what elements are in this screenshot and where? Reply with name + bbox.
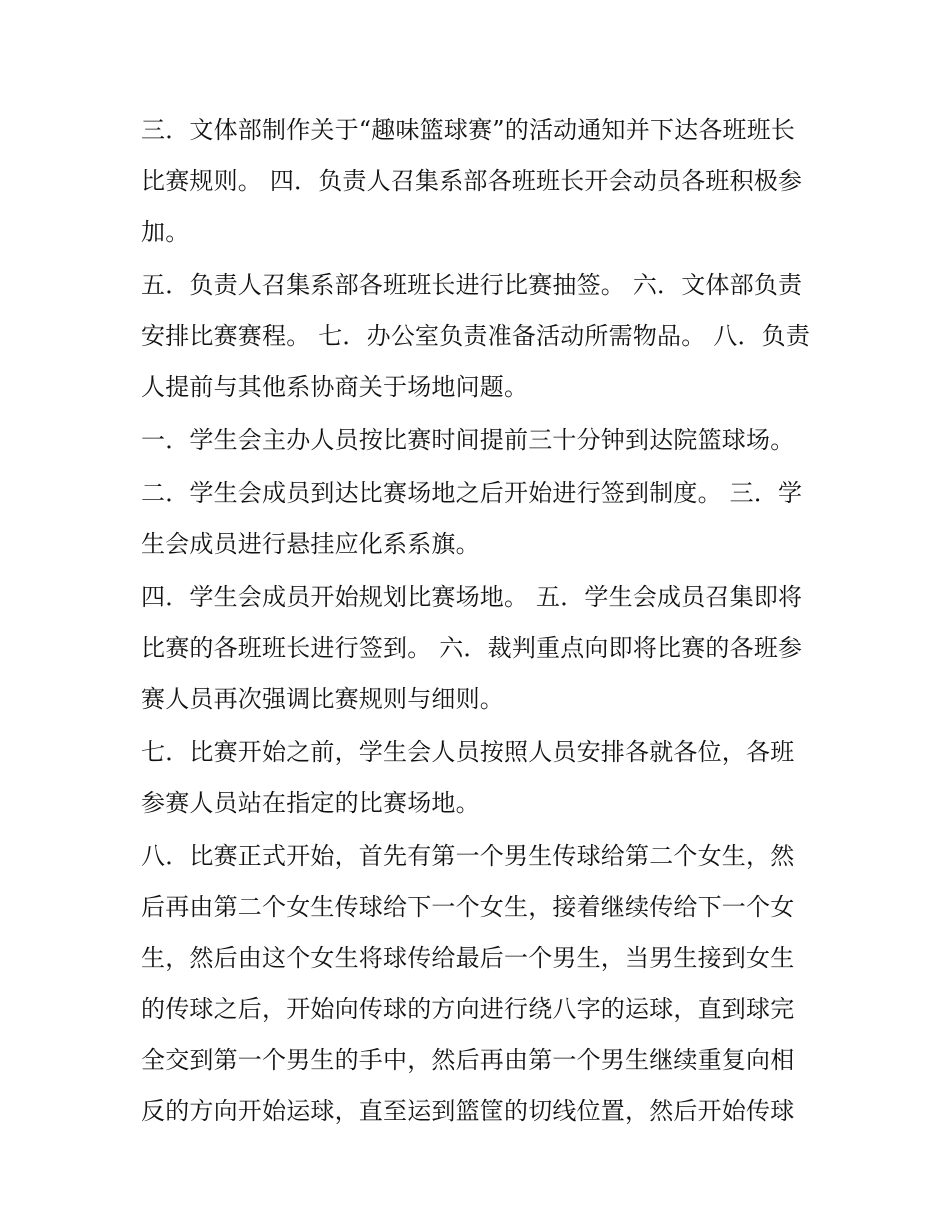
paragraph: 五．负责人召集系部各班班长进行比赛抽签。 六．文体部负责安排比赛赛程。 七．办公室负责准备活动所需物品。 八．负责人提前与其他系协商关于场地问题。	[141, 271, 811, 401]
paragraph: 二．学生会成员到达比赛场地之后开始进行签到制度。 三．学生会成员进行悬挂应化系系旗。	[141, 479, 803, 558]
document-body	[141, 105, 816, 1139]
paragraph: 七．比赛开始之前，学生会人员按照人员安排各就各位，各班参赛人员站在指定的比赛场地。	[141, 738, 795, 817]
paragraph: 三．文体部制作关于“趣味篮球赛”的活动通知并下达各班班长比赛规则。 四．负责人召集系部各班班长开会动员各班积极参加。	[141, 116, 803, 246]
paragraph: 八．比赛正式开始，首先有第一个男生传球给第二个女生，然后再由第二个女生传球给下一个女生，接着继续传给下一个女生，然后由这个女生将球传给最后一个男生，当男生接到女生的传球之后，开始向传球的方向进行绕八字的运球，直到球完全交到第一个男生的手中，然后再由第一个男生继续重复向相反的方向开始运球，直至运到篮筐的切线位置，然后开始传球	[141, 842, 795, 1125]
paragraph: 一．学生会主办人员按比赛时间提前三十分钟到达院篮球场。	[141, 426, 795, 454]
paragraph: 四．学生会成员开始规划比赛场地。 五．学生会成员召集即将比赛的各班班长进行签到。 六．裁判重点向即将比赛的各班参赛人员再次强调比赛规则与细则。	[141, 583, 803, 713]
